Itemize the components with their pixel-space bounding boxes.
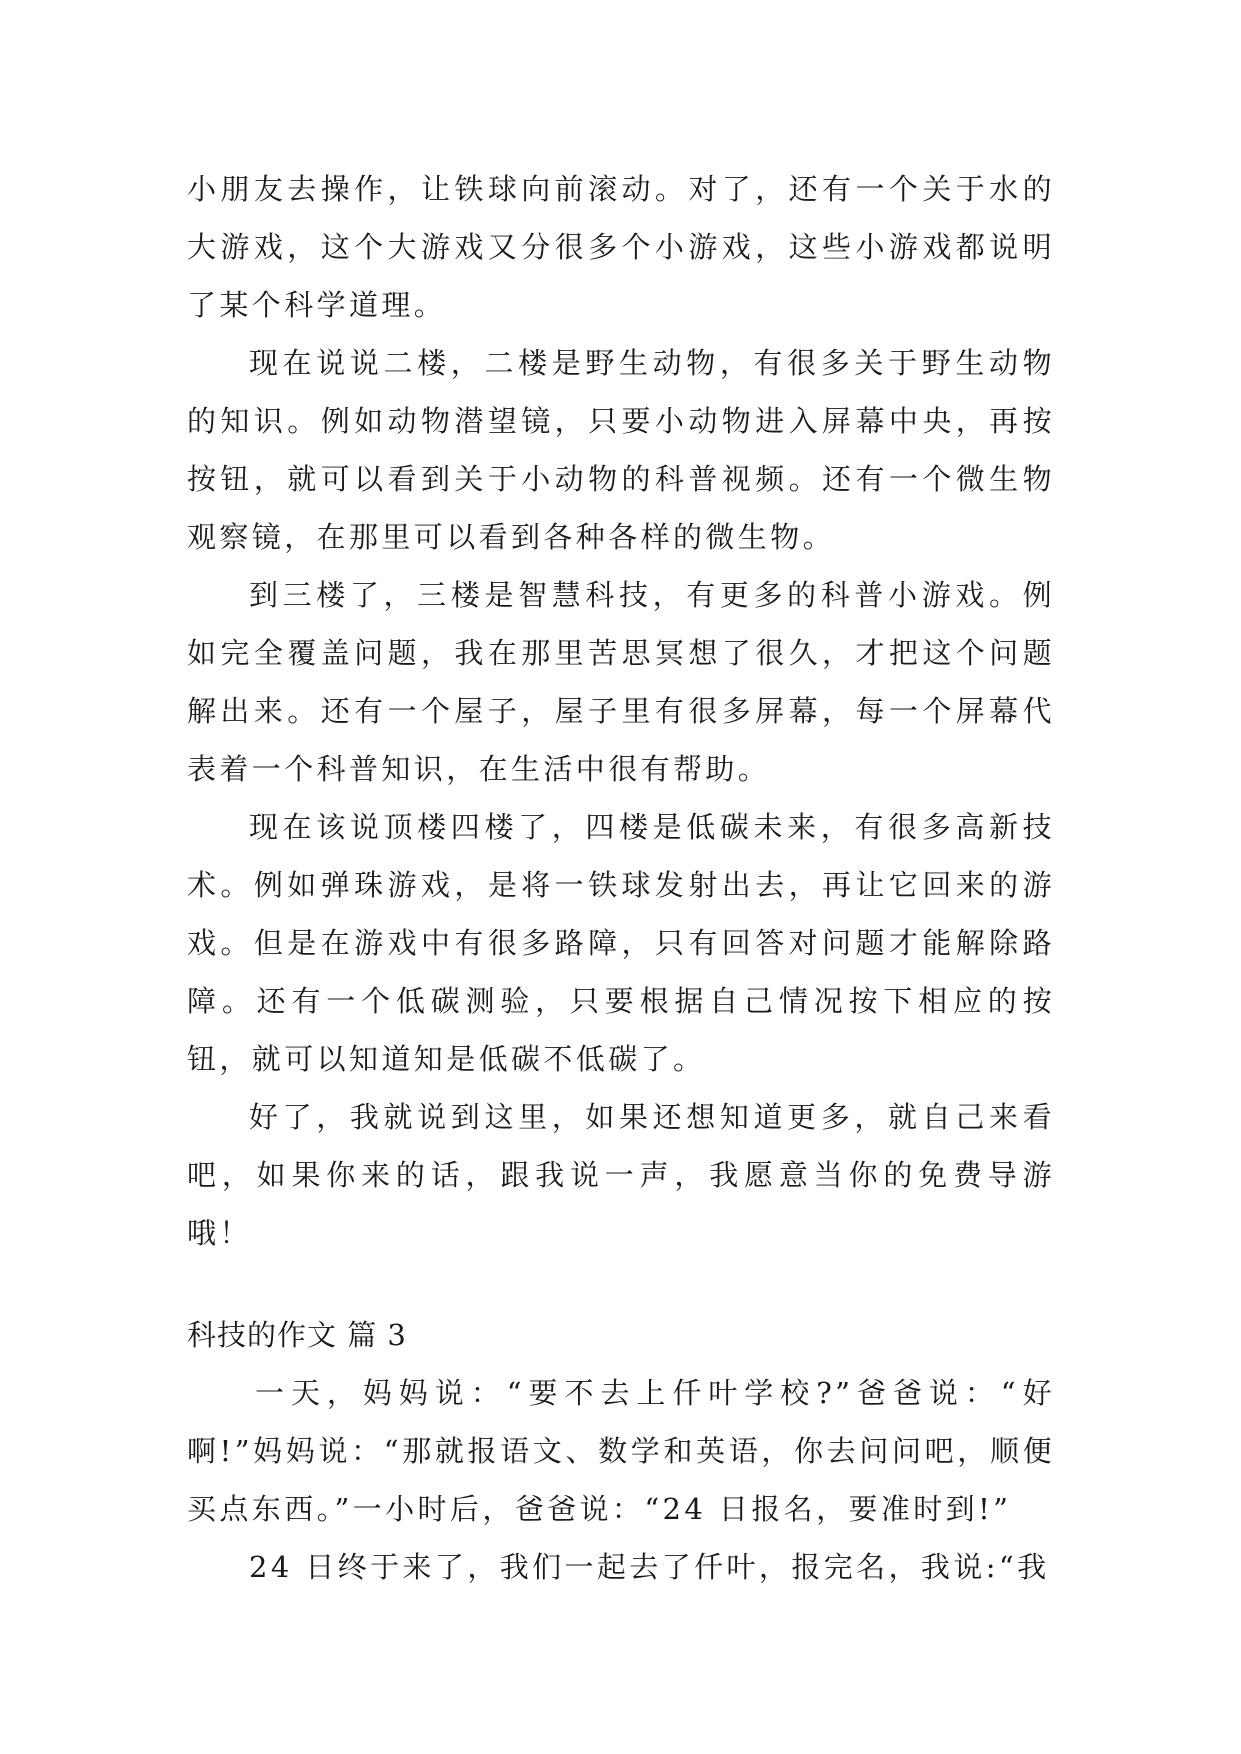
paragraph-2: 现在说说二楼，二楼是野生动物，有很多关于野生动物的知识。例如动物潜望镜，只要小动物进入屏幕中央，再按按钮，就可以看到关于小动物的科普视频。还有一个微生物观察镜，在那里可以看到各种各样的微生物。 [187,346,1055,554]
section-heading: 科技的作文 篇 3 [187,1318,407,1352]
paragraph-3: 到三楼了，三楼是智慧科技，有更多的科普小游戏。例如完全覆盖问题，我在那里苦思冥想了很久，才把这个问题解出来。还有一个屋子，屋子里有很多屏幕，每一个屏幕代表着一个科普知识，在生活中很有帮助。 [187,578,1055,786]
paragraph-4: 现在该说顶楼四楼了，四楼是低碳未来，有很多高新技术。例如弹珠游戏，是将一铁球发射出去，再让它回来的游戏。但是在游戏中有很多路障，只有回答对问题才能解除路障。还有一个低碳测验，只要根据自己情况按下相应的按钮，就可以知道知是低碳不低碳了。 [187,810,1055,1076]
paragraph-1: 小朋友去操作，让铁球向前滚动。对了，还有一个关于水的大游戏，这个大游戏又分很多个小游戏，这些小游戏都说明了某个科学道理。 [187,172,1055,322]
paragraph-5: 好了，我就说到这里，如果还想知道更多，就自己来看吧，如果你来的话，跟我说一声，我愿意当你的免费导游哦！ [187,1100,1055,1250]
paragraph-7: 24 日终于来了，我们一起去了仟叶，报完名，我说:“我 [249,1550,1050,1584]
document-page [187,160,1055,1596]
paragraph-6: 一天，妈妈说：“要不去上仟叶学校?”爸爸说：“好啊!”妈妈说：“那就报语文、数学和英语，你去问问吧，顺便买点东西。”一小时后，爸爸说：“24 日报名，要准时到!” [187,1376,1055,1526]
